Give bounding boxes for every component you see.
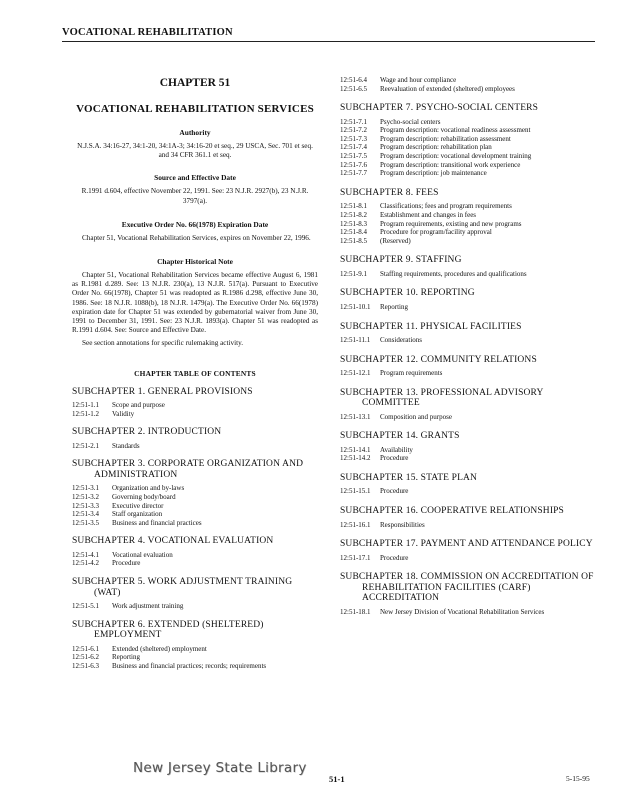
toc-left-list (72, 387, 318, 671)
section-title: Program description: rehabilitation assessment (380, 134, 511, 143)
section-title: Procedure for program/facility approval (380, 228, 492, 237)
subchapter-title: SUBCHAPTER 6. EXTENDED (SHELTERED) EMPLOYMENT (72, 619, 264, 641)
section-number: 12:51-1.1 (72, 401, 100, 410)
toc-section-row (340, 76, 602, 85)
section-title: (Reserved) (380, 236, 411, 245)
subchapter-block (340, 103, 602, 178)
toc-section-row (340, 521, 602, 530)
toc-section-row (72, 519, 318, 528)
toc-section-row (72, 645, 318, 654)
section-title: Procedure (380, 454, 409, 463)
section-number: 12:51-8.4 (340, 228, 368, 237)
section-title: Reporting (112, 653, 140, 662)
exec-order-text: Chapter 51, Vocational Rehabilitation Services, expires on November 22, 1996. (82, 233, 311, 242)
toc-section-row (340, 336, 602, 345)
section-title: Psycho-social centers (380, 117, 441, 126)
toc-section-row (340, 220, 602, 229)
toc-section-row (340, 369, 602, 378)
toc-section-row (340, 270, 602, 279)
section-title: Wage and hour compliance (380, 76, 457, 84)
section-number: 12:51-10.1 (340, 302, 371, 311)
toc-right-list (340, 103, 602, 616)
section-title: Availability (380, 445, 413, 454)
toc-section-row (72, 401, 318, 410)
section-number: 12:51-9.1 (340, 269, 368, 278)
toc-section-row (72, 484, 318, 493)
section-number: 12:51-6.4 (340, 76, 368, 84)
section-number: 12:51-7.4 (340, 143, 368, 152)
toc-section-row (72, 493, 318, 502)
section-number: 12:51-14.2 (340, 454, 371, 463)
section-title: Program description: vocational readiness assessment (380, 126, 531, 135)
section-number: 12:51-8.5 (340, 236, 368, 245)
toc-section-row (72, 602, 318, 611)
section-title: Procedure (112, 559, 141, 568)
section-number: 12:51-7.7 (340, 169, 368, 178)
toc-section-row (340, 202, 602, 211)
left-column (72, 73, 318, 679)
toc-section-row (340, 211, 602, 220)
subchapter-block (72, 387, 318, 419)
section-number: 12:51-7.3 (340, 134, 368, 143)
section-title: Establishment and changes in fees (380, 210, 477, 219)
section-title: Extended (sheltered) employment (112, 644, 207, 653)
section-title: Procedure (380, 487, 409, 496)
section-number: 12:51-6.2 (72, 653, 100, 662)
history-heading: Chapter Historical Note (157, 257, 233, 267)
subchapter-title: SUBCHAPTER 10. REPORTING (340, 288, 475, 299)
subchapter-title: SUBCHAPTER 17. PAYMENT AND ATTENDANCE POLICY (340, 539, 593, 550)
toc-continued-sections (340, 76, 602, 93)
section-number: 12:51-7.1 (340, 117, 368, 126)
section-title: Reevaluation of extended (sheltered) employees (380, 84, 515, 93)
section-number: 12:51-3.3 (72, 501, 100, 510)
authority-text: N.J.S.A. 34:16-27, 34:1-20, 34:1A-3; 34:16-20 et seq., 29 USCA, Sec. 701 et seq. and 34 CFR 361.1 et seq. (77, 142, 313, 160)
section-title: Governing body/board (112, 493, 176, 502)
subchapter-title: SUBCHAPTER 1. GENERAL PROVISIONS (72, 386, 253, 397)
section-number: 12:51-13.1 (340, 412, 371, 421)
toc-section-row (72, 510, 318, 519)
subchapter-block (340, 388, 602, 422)
toc-section-row (340, 554, 602, 563)
chapter-name: VOCATIONAL REHABILITATION SERVICES (76, 103, 314, 115)
section-title: Procedure (380, 553, 409, 562)
section-number: 12:51-2.1 (72, 441, 100, 450)
source-heading: Source and Effective Date (154, 173, 236, 183)
subchapter-block (340, 431, 602, 463)
section-title: Responsibilities (380, 520, 425, 529)
section-title: Considerations (380, 336, 422, 344)
subchapter-title: SUBCHAPTER 15. STATE PLAN (340, 472, 478, 483)
toc-section-row (340, 228, 602, 237)
section-number: 12:51-6.1 (72, 644, 100, 653)
section-title: Classifications; fees and program requirements (380, 202, 512, 211)
subchapter-block (72, 427, 318, 450)
section-title: Staffing requirements, procedures and qualifications (380, 269, 527, 278)
subchapter-title: SUBCHAPTER 2. INTRODUCTION (72, 427, 222, 438)
section-number: 12:51-1.2 (72, 409, 100, 418)
section-number: 12:51-14.1 (340, 445, 371, 454)
toc-section-row (72, 502, 318, 511)
section-number: 12:51-8.3 (340, 219, 368, 228)
subchapter-title: SUBCHAPTER 3. CORPORATE ORGANIZATION AND ADMINISTRATION (72, 459, 304, 480)
history-text: Chapter 51, Vocational Rehabilitation Services became effective August 6, 1981 as R.1981 d.289. See: 13 N.J.R. 230(a), 13 N.J.R. 517(a). Pursuant to Executive Order No. 66(1978), Chapter 51 was readopted as R.1986 d.298, effective June 30, 1986. See: 18 N.J.R. 1088(b), 18 N.J.R. 1479(a). The Executive Order No. 66(1978) expiration date for Chapter 51 was extended by gubernatorial waiver from June 30, 1991 to December 31, 1991. See: 23 N.J.R. 1893(a). Chapter 51 was readopted as R.1991 d.604. See: Source and Effective Date. (72, 271, 318, 335)
section-number: 12:51-6.3 (72, 661, 100, 670)
header-rule (62, 41, 595, 42)
subchapter-block (340, 355, 602, 378)
section-title: Executive director (112, 501, 164, 510)
section-number: 12:51-15.1 (340, 487, 371, 496)
subchapter-title: SUBCHAPTER 5. WORK ADJUSTMENT TRAINING (WAT) (72, 577, 293, 598)
section-number: 12:51-11.1 (340, 336, 371, 344)
subchapter-title: SUBCHAPTER 13. PROFESSIONAL ADVISORY COMMITTEE (340, 387, 544, 409)
subchapter-block (340, 288, 602, 311)
subchapter-block (340, 572, 602, 616)
subchapter-block (72, 536, 318, 568)
section-number: 12:51-16.1 (340, 520, 371, 529)
section-number: 12:51-18.1 (340, 607, 371, 616)
section-number: 12:51-7.5 (340, 152, 368, 161)
section-number: 12:51-8.2 (340, 210, 368, 219)
subchapter-block (72, 459, 318, 527)
subchapter-title: SUBCHAPTER 4. VOCATIONAL EVALUATION (72, 536, 274, 547)
toc-section-row (340, 487, 602, 496)
toc-section-row (340, 454, 602, 463)
toc-section-row (340, 161, 602, 170)
subchapter-title: SUBCHAPTER 8. FEES (340, 187, 439, 198)
section-title: Staff organization (112, 510, 163, 519)
toc-section-row (340, 152, 602, 161)
section-title: Program description: job maintenance (380, 169, 487, 178)
toc-section-row (340, 608, 602, 617)
toc-section-row (72, 559, 318, 568)
toc-section-row (340, 237, 602, 246)
chapter-number: CHAPTER 51 (159, 77, 231, 89)
section-number: 12:51-6.5 (340, 84, 368, 93)
section-number: 12:51-3.1 (72, 484, 100, 493)
section-title: Work adjustment training (112, 602, 184, 611)
subchapter-block (340, 539, 602, 562)
section-title: Organization and by-laws (112, 484, 185, 493)
section-title: Program description: transitional work experience (380, 160, 521, 169)
toc-section-row (340, 143, 602, 152)
section-number: 12:51-5.1 (72, 602, 100, 611)
section-title: Program description: rehabilitation plan (380, 143, 492, 152)
subchapter-block (72, 620, 318, 671)
section-title: Business and financial practices; records; requirements (112, 661, 267, 670)
section-title: Program requirements, existing and new programs (380, 219, 522, 228)
section-number: 12:51-7.6 (340, 160, 368, 169)
section-title: Vocational evaluation (112, 550, 173, 559)
page-folio: 51-1 (329, 774, 345, 784)
subchapter-block (340, 506, 602, 529)
section-title: Reporting (380, 302, 408, 311)
subchapter-title: SUBCHAPTER 9. STAFFING (340, 255, 462, 266)
toc-section-row (340, 413, 602, 422)
section-title: Program requirements (380, 369, 443, 378)
right-column (340, 76, 602, 626)
toc-section-row (340, 85, 602, 94)
source-text: R.1991 d.604, effective November 22, 1991. See: 23 N.J.R. 2927(b), 23 N.J.R. 3797(a). (81, 187, 309, 205)
section-title: Validity (112, 409, 135, 418)
toc-section-row (340, 169, 602, 178)
section-number: 12:51-17.1 (340, 553, 371, 562)
toc-section-row (72, 442, 318, 451)
section-number: 12:51-3.5 (72, 518, 100, 527)
subchapter-title: SUBCHAPTER 11. PHYSICAL FACILITIES (340, 321, 522, 332)
authority-heading: Authority (179, 128, 211, 137)
running-head: VOCATIONAL REHABILITATION (62, 27, 233, 38)
toc-heading: CHAPTER TABLE OF CONTENTS (134, 368, 256, 378)
toc-section-row (340, 126, 602, 135)
subchapter-block (340, 188, 602, 245)
section-title: Scope and purpose (112, 401, 165, 410)
section-number: 12:51-12.1 (340, 369, 371, 378)
exec-order-heading: Executive Order No. 66(1978) Expiration Date (121, 219, 269, 229)
library-stamp: New Jersey State Library (133, 760, 307, 776)
section-title: Business and financial practices (112, 518, 202, 527)
toc-section-row (72, 653, 318, 662)
subchapter-block (340, 255, 602, 278)
section-number: 12:51-4.1 (72, 550, 100, 559)
section-number: 12:51-4.2 (72, 559, 100, 568)
subchapter-block (340, 473, 602, 496)
section-title: Composition and purpose (380, 412, 452, 421)
section-title: Program description: vocational development training (380, 152, 532, 161)
subchapter-block (72, 577, 318, 611)
toc-section-row (340, 446, 602, 455)
toc-section-row (340, 118, 602, 127)
toc-section-row (72, 551, 318, 560)
page-date: 5-15-95 (566, 774, 590, 783)
toc-section-row (72, 662, 318, 671)
section-number: 12:51-7.2 (340, 126, 368, 135)
subchapter-title: SUBCHAPTER 14. GRANTS (340, 431, 460, 442)
section-title: Standards (112, 441, 140, 450)
toc-section-row (72, 410, 318, 419)
subchapter-title: SUBCHAPTER 16. COOPERATIVE RELATIONSHIPS (340, 506, 564, 517)
section-number: 12:51-3.2 (72, 493, 100, 502)
section-title: New Jersey Division of Vocational Rehabilitation Services (380, 607, 545, 616)
section-number: 12:51-8.1 (340, 202, 368, 211)
subchapter-title: SUBCHAPTER 12. COMMUNITY RELATIONS (340, 354, 537, 365)
toc-section-row (340, 135, 602, 144)
annotations-text: See section annotations for specific rulemaking activity. (82, 339, 244, 348)
subchapter-block (340, 322, 602, 345)
subchapter-title: SUBCHAPTER 7. PSYCHO-SOCIAL CENTERS (340, 103, 539, 114)
section-number: 12:51-3.4 (72, 510, 100, 519)
subchapter-title: SUBCHAPTER 18. COMMISSION ON ACCREDITATION OF REHABILITATION FACILITIES (CARF) ACCREDITATION (340, 572, 594, 604)
toc-section-row (340, 303, 602, 312)
